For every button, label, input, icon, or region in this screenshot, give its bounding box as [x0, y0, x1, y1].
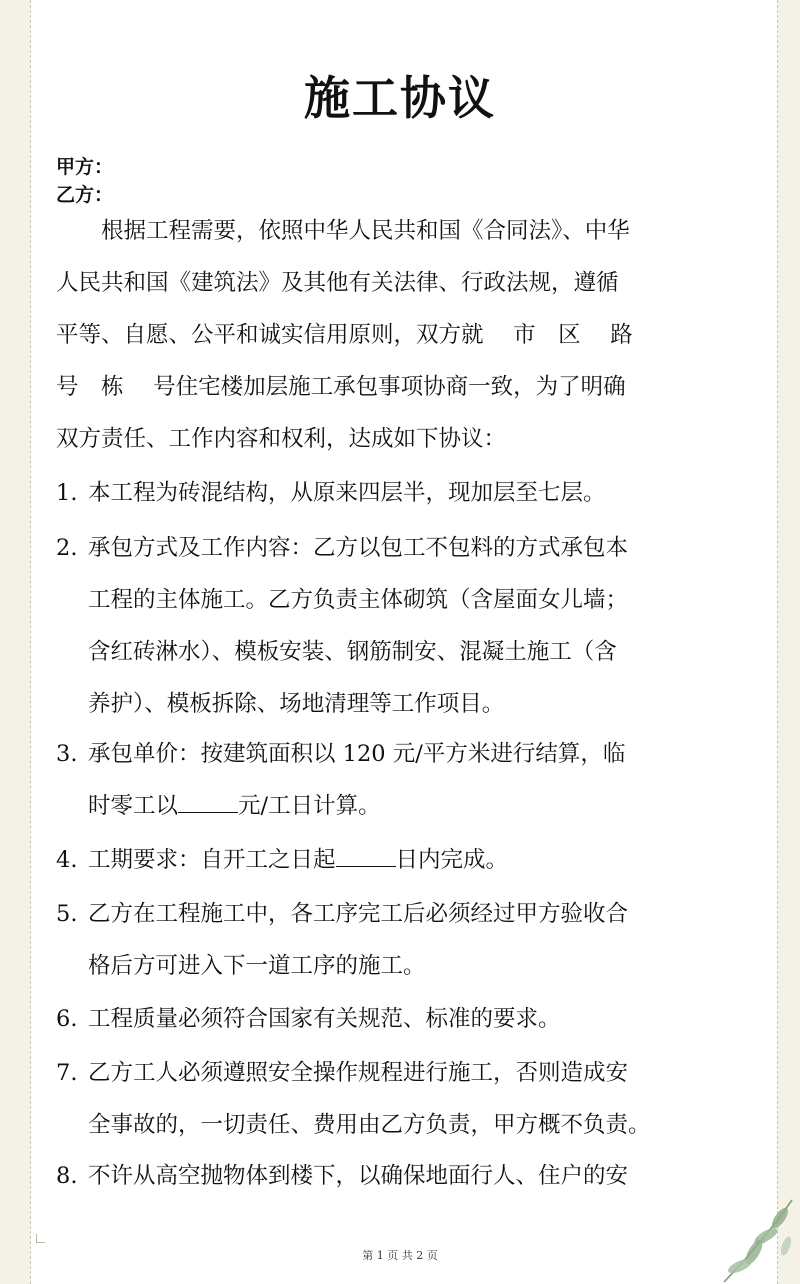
clause-4 — [56, 834, 756, 886]
clause-line: 承包方式及工作内容：乙方以包工不包料的方式承包本 — [88, 535, 629, 561]
clause-number: 3. — [56, 741, 78, 767]
clause-number: 7. — [56, 1060, 78, 1086]
clause-line: 乙方在工程施工中，各工序完工后必须经过甲方验收合 — [88, 901, 629, 927]
clause-number: 4. — [56, 847, 78, 873]
party-b-label: 乙方： — [56, 184, 114, 206]
intro-line: 双方责任、工作内容和权利，达成如下协议： — [56, 426, 507, 452]
intro-line: 根据工程需要，依照中华人民共和国《合同法》、中华 — [101, 218, 630, 244]
fill-blank[interactable] — [336, 848, 396, 867]
clause-5 — [56, 888, 756, 992]
clause-line: 承包单价：按建筑面积以 120 元/平方米进行结算，临 — [88, 741, 626, 767]
clause-7 — [56, 1047, 756, 1151]
party-a-label: 甲方： — [56, 156, 114, 178]
clause-text: 时零工以 — [88, 793, 179, 819]
intro-line: 号 栋 号住宅楼加层施工承包事项协商一致，为了明确 — [56, 374, 626, 400]
clause-line: 乙方工人必须遵照安全操作规程进行施工，否则造成安 — [88, 1060, 629, 1086]
clause-line: 养护）、模板拆除、场地清理等工作项目。 — [88, 691, 505, 717]
clause-line: 工程的主体施工。乙方负责主体砌筑（含屋面女儿墙； — [88, 587, 629, 613]
clause-line: 本工程为砖混结构，从原来四层半，现加层至七层。 — [88, 480, 606, 506]
fill-blank[interactable] — [178, 794, 238, 813]
clause-line: 格后方可进入下一道工序的施工。 — [88, 953, 426, 979]
clause-number: 8. — [56, 1163, 78, 1189]
clause-line — [88, 780, 756, 832]
intro-line: 人民共和国《建筑法》及其他有关法律、行政法规，遵循 — [56, 270, 619, 296]
clause-number: 6. — [56, 1006, 78, 1032]
clause-line: 不许从高空抛物体到楼下，以确保地面行人、住户的安 — [88, 1163, 629, 1189]
clause-2 — [56, 522, 756, 730]
clause-text: 工期要求：自开工之日起 — [88, 847, 336, 873]
clause-6 — [56, 993, 756, 1045]
clause-text: 元/工日计算。 — [238, 793, 381, 819]
corner-mark — [36, 1234, 45, 1243]
clause-text: 日内完成。 — [395, 847, 509, 873]
clause-number: 2. — [56, 535, 78, 561]
clause-number: 5. — [56, 901, 78, 927]
clause-number: 1. — [56, 480, 78, 506]
leaf-sprig-icon — [684, 1196, 794, 1284]
clause-3 — [56, 728, 756, 832]
page-footer: 第 1 页 共 2 页 — [362, 1249, 438, 1262]
document-title: 施工协议 — [304, 71, 496, 125]
intro-line: 平等、自愿、公平和诚实信用原则，双方就 市 区 路 — [56, 322, 633, 348]
clause-line: 含红砖淋水）、模板安装、钢筋制安、混凝土施工（含 — [88, 639, 617, 665]
clause-1 — [56, 467, 756, 519]
clause-8 — [56, 1150, 756, 1202]
clause-line: 全事故的，一切责任、费用由乙方负责，甲方概不负责。 — [88, 1112, 651, 1138]
clause-line — [88, 834, 756, 886]
clause-line: 工程质量必须符合国家有关规范、标准的要求。 — [88, 1006, 561, 1032]
